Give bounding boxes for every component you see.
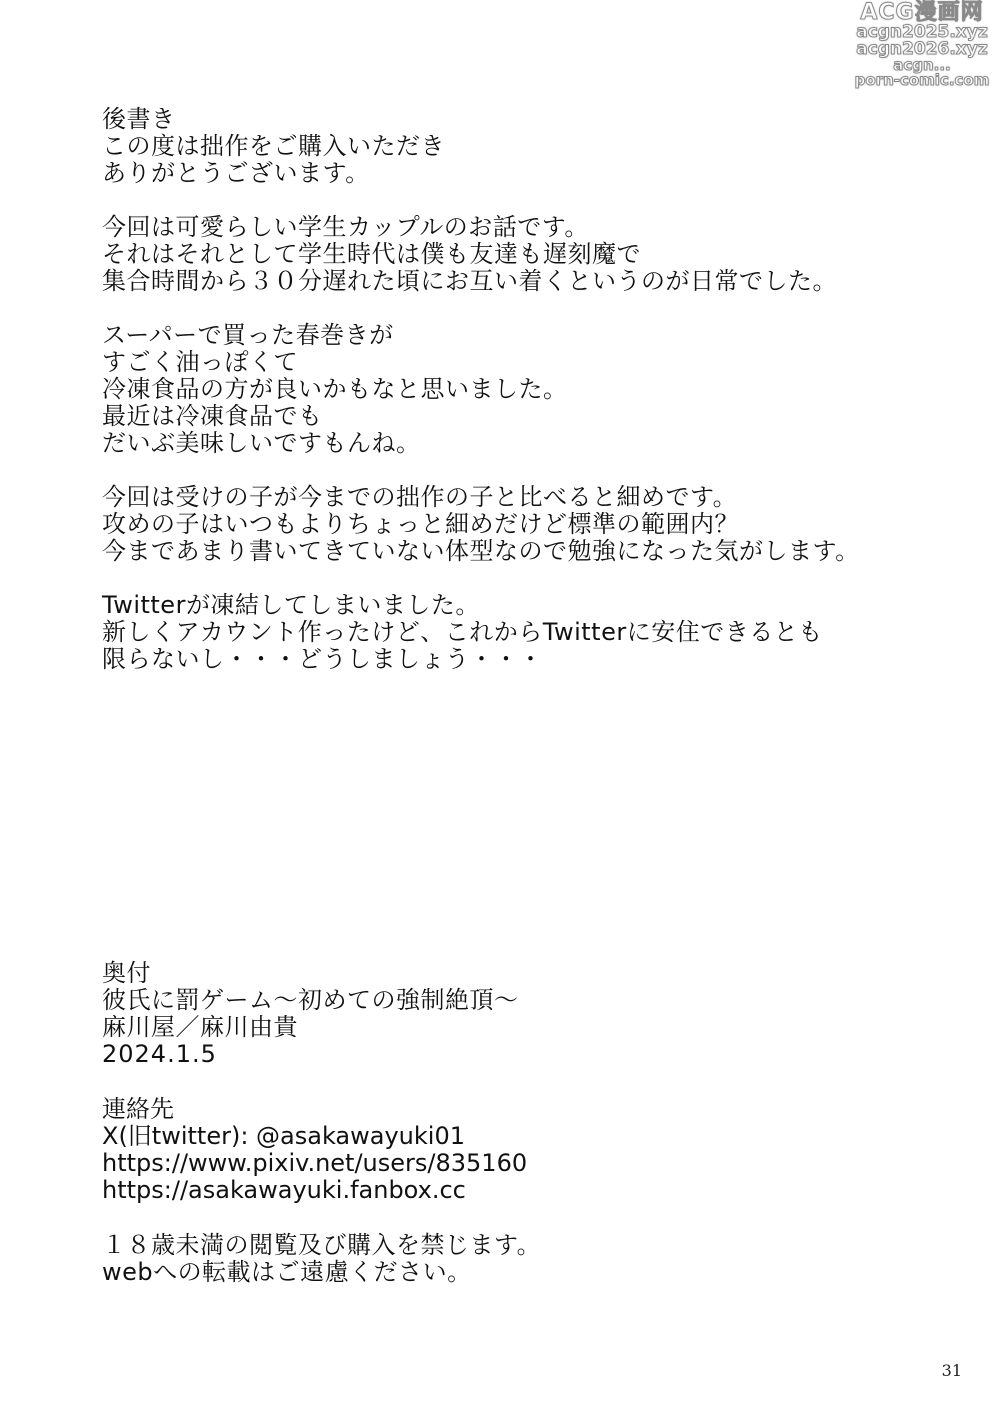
contact-section	[102, 1096, 902, 1204]
notice-section	[102, 1232, 902, 1286]
page-number: 31	[941, 1361, 962, 1380]
afterword-paragraph	[102, 106, 902, 187]
afterword-line: 集合時間から３０分遅れた頃にお互い着くというのが日常でした。	[102, 267, 837, 295]
contact-heading: 連絡先	[102, 1095, 174, 1123]
afterword-line: それはそれとして学生時代は僕も友達も遅刻魔で	[102, 240, 641, 268]
afterword-line: ありがとうございます。	[102, 159, 370, 187]
site-watermark	[852, 2, 992, 88]
book-title: 彼氏に罰ゲーム～初めての強制絶頂～	[102, 986, 519, 1014]
fanbox-link[interactable]: https://asakawayuki.fanbox.cc	[102, 1176, 466, 1204]
afterword-paragraph	[102, 214, 902, 295]
watermark-line: acgn2026.xyz	[856, 39, 988, 59]
afterword-heading: 後書き	[102, 105, 176, 133]
afterword-line: すごく油っぽくて	[102, 348, 298, 376]
afterword-line: 新しくアカウント作ったけど、これからTwitterに安住できるとも	[102, 618, 823, 646]
colophon-heading: 奥付	[102, 959, 151, 987]
age-restriction-notice: １８歳未満の閲覧及び購入を禁じます。	[102, 1231, 542, 1259]
circle-author: 麻川屋／麻川由貴	[102, 1013, 298, 1041]
afterword-line: スーパーで買った春巻きが	[102, 321, 394, 349]
afterword-line: 限らないし・・・どうしましょう・・・	[102, 645, 543, 673]
afterword-line: 今回は受けの子が今までの拙作の子と比べると細めです。	[102, 483, 738, 511]
afterword-line: Twitterが凍結してしまいました。	[102, 591, 480, 619]
x-account: X(旧twitter): @asakawayuki01	[102, 1122, 465, 1150]
afterword-section	[102, 106, 902, 700]
afterword-paragraph	[102, 484, 902, 565]
afterword-line: 攻めの子はいつもよりちょっと細めだけど標準の範囲内？	[102, 510, 739, 538]
afterword-line: 冷凍食品の方が良いかもなと思いました。	[102, 375, 568, 403]
afterword-line: この度は拙作をご購入いただき	[102, 132, 445, 160]
repost-notice: webへの転載はご遠慮ください。	[102, 1258, 472, 1286]
afterword-line: 最近は冷凍食品でも	[102, 402, 323, 430]
afterword-paragraph	[102, 592, 902, 673]
watermark-line: acgn...	[893, 56, 951, 74]
pixiv-link[interactable]: https://www.pixiv.net/users/835160	[102, 1149, 528, 1177]
afterword-line: 今回は可愛らしい学生カップルのお話です。	[102, 213, 589, 241]
watermark-brand: ACG漫画网	[860, 0, 984, 25]
afterword-line: だいぶ美味しいですもんね。	[102, 429, 421, 457]
afterword-paragraph	[102, 322, 902, 457]
publication-date: 2024.1.5	[102, 1040, 217, 1068]
watermark-line: acgn2025.xyz	[856, 22, 988, 42]
watermark-line: porn-comic.com	[854, 71, 990, 89]
colophon-section	[102, 960, 902, 1068]
afterword-line: 今まであまり書いてきていない体型なので勉強になった気がします。	[102, 537, 860, 565]
